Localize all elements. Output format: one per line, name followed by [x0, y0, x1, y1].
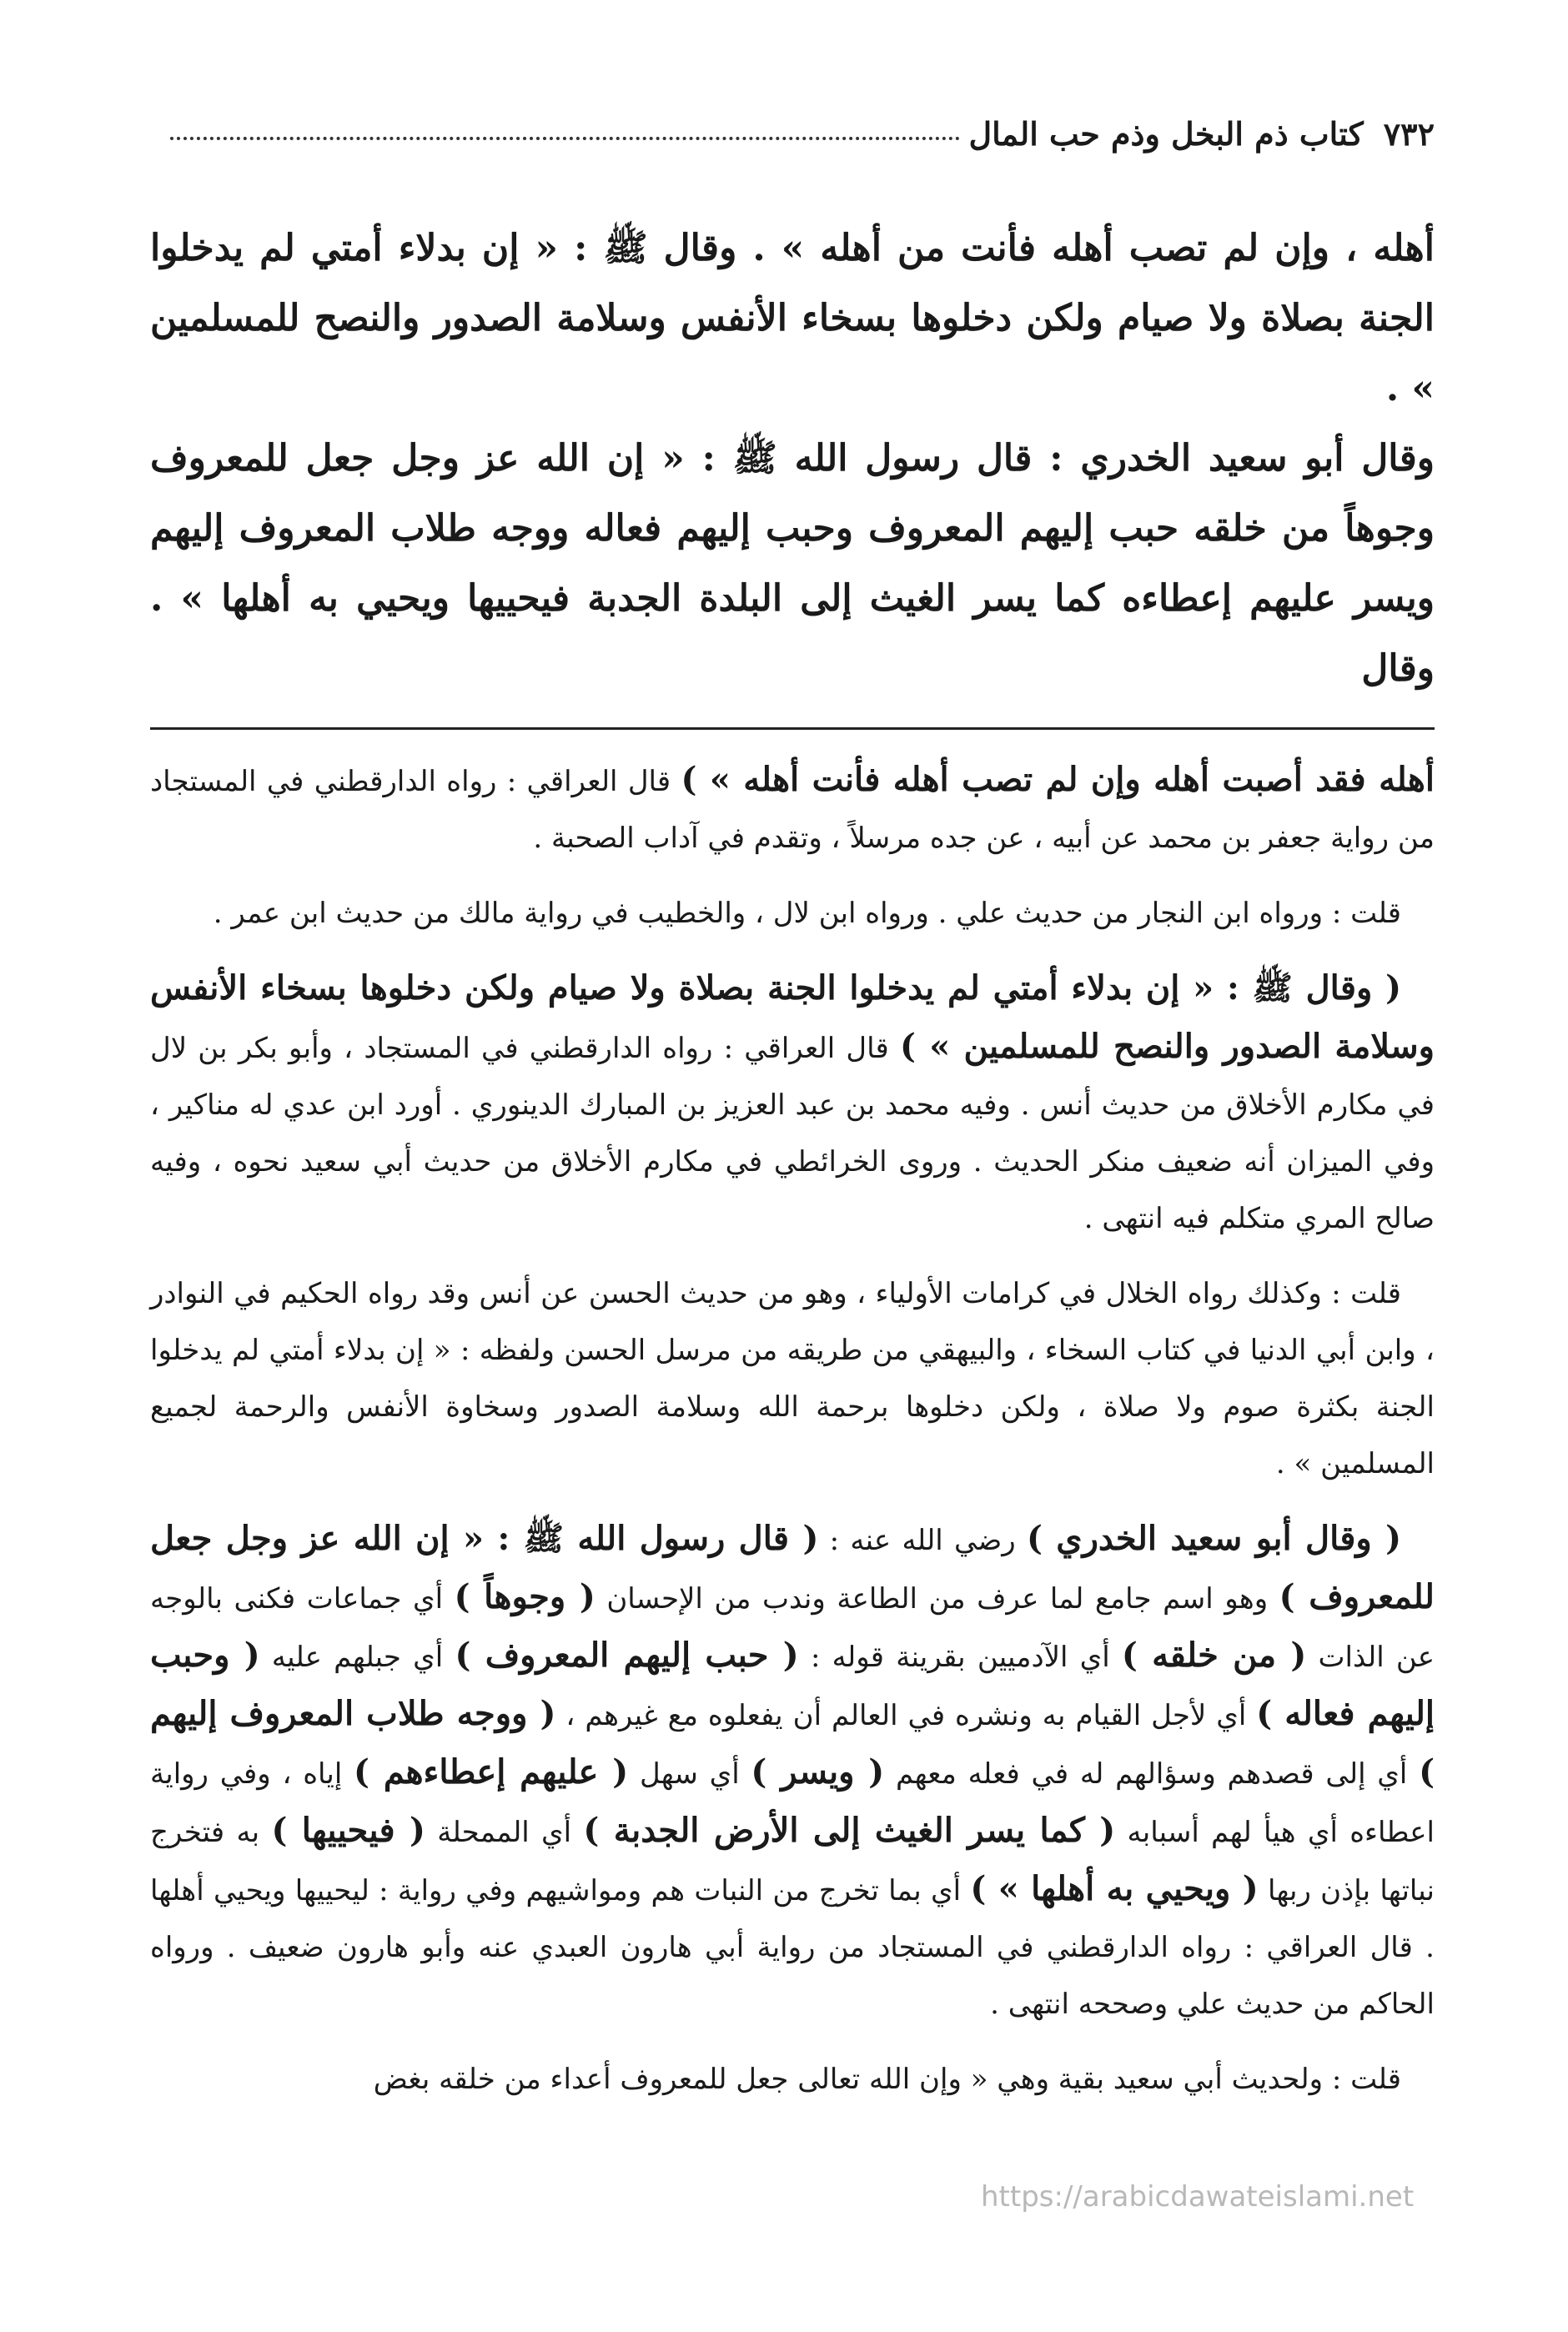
commentary-text: به فتخرج نباتها بإذن ربها	[150, 1816, 1435, 1907]
quoted-text: ( وقال ﷺ : « إن بدلاء أمتي لم يدخلوا الجنة بصلاة ولا صيام ولكن دخلوها بسخاء الأنفس وسلامة الصدور والنصح للمسلمين » )	[150, 968, 1435, 1066]
quoted-text: ( فيحييها )	[271, 1811, 425, 1850]
quoted-text: ( عليهم إعطاءهم )	[354, 1752, 629, 1792]
commentary-paragraph	[150, 2051, 1435, 2108]
commentary	[150, 751, 1435, 2108]
footnote-divider	[150, 727, 1435, 730]
quoted-text: ( ووجه طلاب المعروف إليهم )	[150, 1694, 1435, 1792]
quoted-text: ( ويحيي به أهلها » )	[970, 1869, 1259, 1908]
commentary-text: أي جماعات فكنى بالوجه عن الذات	[150, 1582, 1435, 1674]
book-page	[150, 100, 1435, 2126]
main-text	[150, 214, 1435, 704]
quoted-text: ( ويسر )	[751, 1752, 885, 1792]
commentary-text: أي إلى قصدهم وسؤالهم له في فعله معهم	[884, 1757, 1420, 1791]
commentary-text: أي جبلهم عليه	[259, 1641, 455, 1674]
quoted-text: ( قال رسول الله ﷺ : « إن الله عز وجل جعل للمعروف )	[150, 1519, 1435, 1616]
commentary-paragraph	[150, 1265, 1435, 1492]
quoted-text: ( وحبب إليهم فعاله )	[150, 1636, 1435, 1733]
commentary-text: وهو اسم جامع لما عرف من الطاعة وندب من الإحسان	[595, 1582, 1279, 1616]
commentary-paragraph	[150, 1510, 1435, 2033]
commentary-text: رضي الله عنه :	[818, 1524, 1027, 1557]
quoted-text: ( كما يسر الغيث إلى الأرض الجدبة )	[583, 1811, 1116, 1850]
page-number: ٧٣٢	[1383, 114, 1435, 153]
commentary-text: قلت : ورواه ابن النجار من حديث علي . ورواه ابن لال ، والخطيب في رواية مالك من حديث ابن عمر .	[213, 897, 1401, 930]
quoted-text: ( وقال أبو سعيد الخدري )	[1026, 1519, 1402, 1558]
watermark-url: https://arabicdawateislami.net	[981, 2180, 1415, 2214]
main-paragraph: أهله ، وإن لم تصب أهله فأنت من أهله » . وقال ﷺ : « إن بدلاء أمتي لم يدخلوا الجنة بصلاة ولا صيام ولكن دخلوها بسخاء الأنفس وسلامة الصدور والنصح للمسلمين » .	[150, 227, 1435, 410]
commentary-text: أي لأجل القيام به ونشره في العالم أن يفعلوه مع غيرهم ،	[555, 1699, 1257, 1732]
commentary-text: أي الممحلة	[425, 1816, 584, 1849]
commentary-paragraph	[150, 751, 1435, 867]
quoted-text: ( حبب إليهم المعروف )	[455, 1636, 799, 1675]
quoted-text: أهله فقد أصبت أهله وإن لم تصب أهله فأنت أهله » )	[681, 760, 1435, 799]
leader-dots	[170, 137, 960, 140]
commentary-text: قلت : وكذلك رواه الخلال في كرامات الأولياء ، وهو من حديث الحسن عن أنس وقد رواه الحكيم في النوادر ، وابن أبي الدنيا في كتاب السخاء ، والبيهقي من طريقه من مرسل الحسن ولفظه : « إن بدلاء أمتي لم يدخلوا الجنة بكثرة صوم ولا صلاة ، ولكن دخلوها برحمة الله وسلامة الصدور وسخاوة الأنفس والرحمة لجميع المسلمين » .	[150, 1277, 1435, 1480]
quoted-text: ( وجوهاً )	[454, 1577, 596, 1616]
main-paragraph: وقال أبو سعيد الخدري : قال رسول الله ﷺ : « إن الله عز وجل جعل للمعروف وجوهاً من خلقه حبب إليهم المعروف وحبب إليهم فعاله ووجه طلاب المعروف إليهم ويسر عليهم إعطاءه كما يسر الغيث إلى البلدة الجدبة فيحييها ويحيي به أهلها » . وقال	[150, 437, 1435, 690]
commentary-text: قال العراقي : رواه الدارقطني في المستجاد من رواية جعفر بن محمد عن أبيه ، عن جده مرسلاً ، وتقدم في آداب الصحبة .	[150, 765, 1435, 855]
commentary-text: أي الآدميين بقرينة قوله :	[798, 1641, 1122, 1674]
commentary-text: قلت : ولحديث أبي سعيد بقية وهي « وإن الله تعالى جعل للمعروف أعداء من خلقه بغض	[373, 2063, 1401, 2096]
commentary-text: أي سهل	[628, 1757, 751, 1791]
running-header	[150, 100, 1435, 167]
commentary-paragraph	[150, 885, 1435, 942]
chapter-title: كتاب ذم البخل وذم حب المال	[968, 114, 1364, 153]
commentary-text: قال العراقي : رواه الدارقطني في المستجاد ، وأبو بكر بن لال في مكارم الأخلاق من حديث أنس . وفيه محمد بن عبد العزيز بن المبارك الدينوري . أورد ابن عدي له مناكير ، وفي الميزان أنه ضعيف منكر الحديث . وروى الخرائطي في مكارم الأخلاق من حديث أبي سعيد نحوه ، وفيه صالح المري متكلم فيه انتهى .	[150, 1032, 1435, 1235]
commentary-paragraph	[150, 960, 1435, 1247]
commentary-text: إياه ، وفي رواية اعطاءه أي هيأ لهم أسبابه	[150, 1757, 1435, 1849]
quoted-text: ( من خلقه )	[1121, 1636, 1307, 1675]
commentary-text: أي بما تخرج من النبات هم ومواشيهم وفي رواية : ليحييها ويحيي أهلها . قال العراقي : رواه الدارقطني في المستجاد من رواية أبي هارون العبدي عنه وأبو هارون ضعيف . ورواه الحاكم من حديث علي وصححه انتهى .	[150, 1874, 1435, 2021]
